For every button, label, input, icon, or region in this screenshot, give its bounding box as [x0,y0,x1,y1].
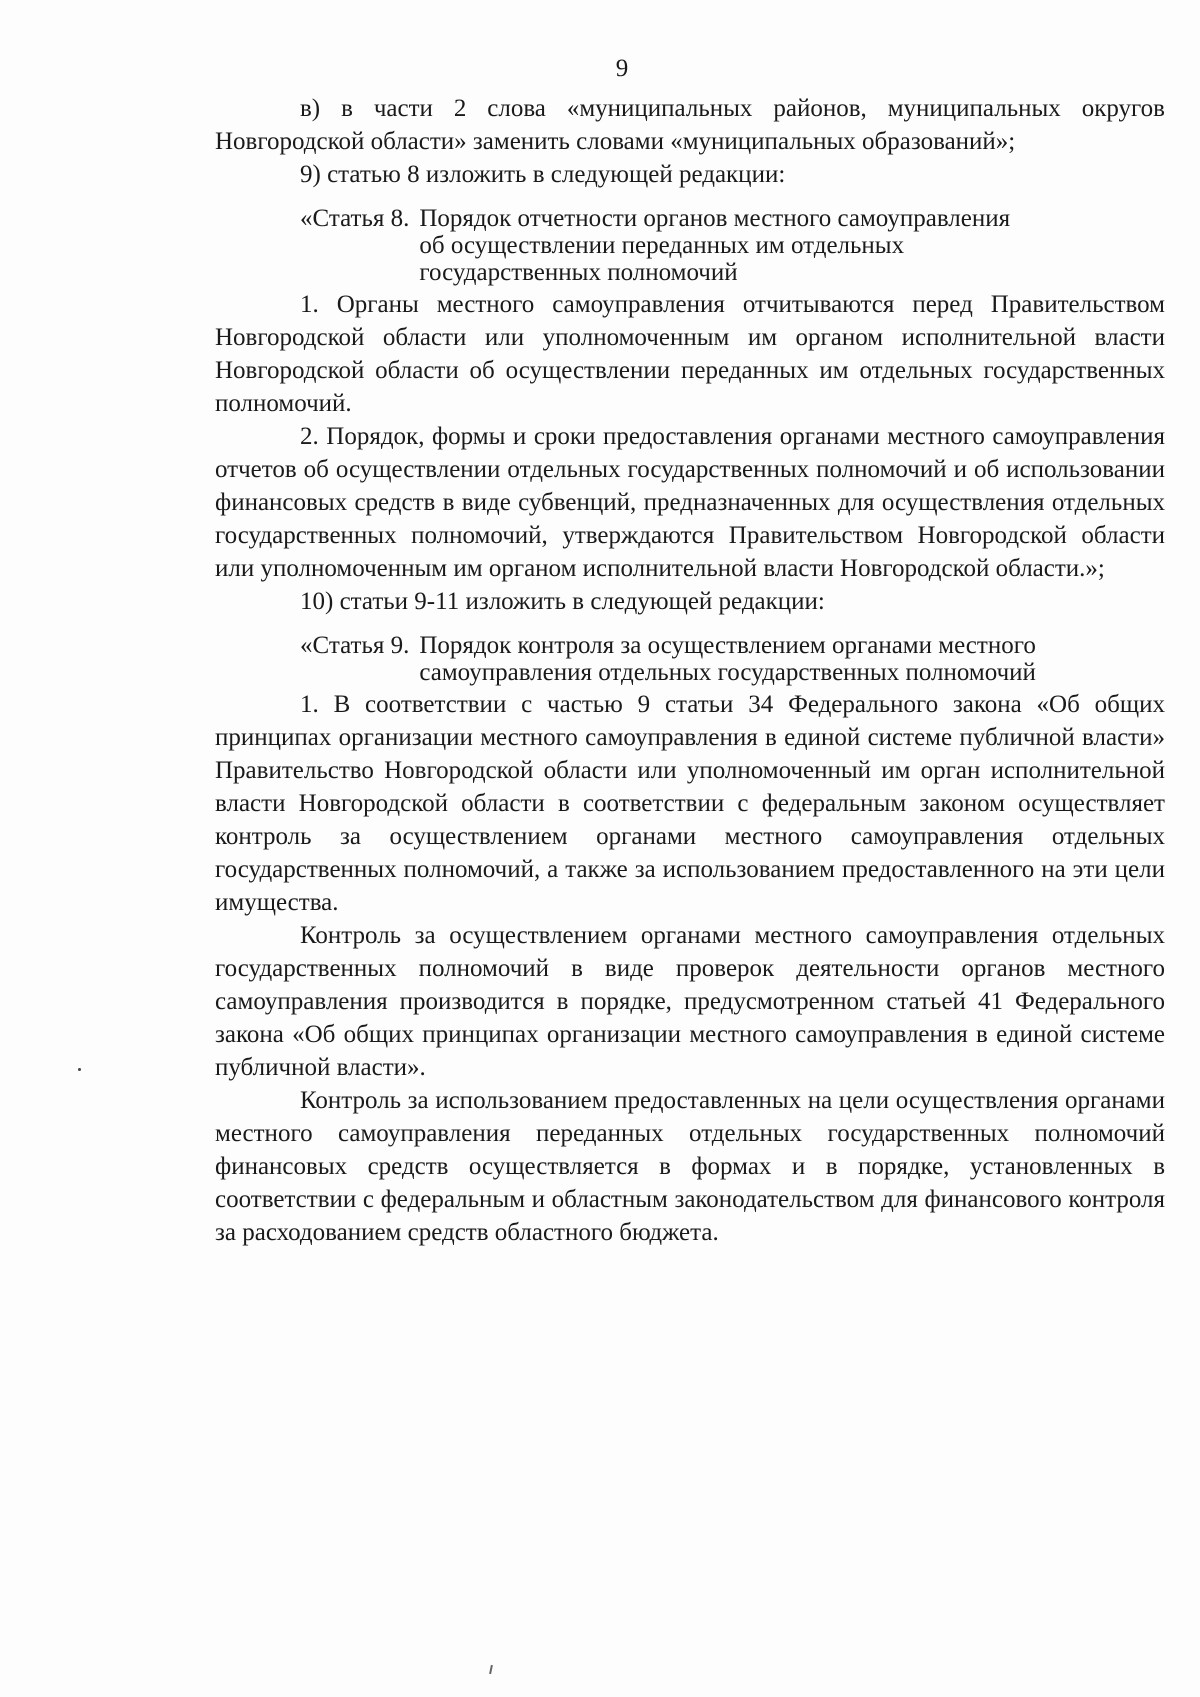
page-number: 9 [615,55,629,82]
article-9-heading [215,632,1165,686]
article-8-heading [215,205,1165,286]
article-9-part-1: 1. В соответствии с частью 9 статьи 34 Федерального закона «Об общих принципах организации местного самоуправления в единой системе публичной власти» Правительство Новгородской области или уполномоченный им орган исполнительной власти Новгородской области в соответствии с федеральным законом осуществляет контроль за осуществлением органами местного самоуправления отдельных государственных полномочий, а также за использованием предоставленного на эти цели имущества. [215,691,1165,916]
article-9-title-line: самоуправления отдельных государственных полномочий [419,659,1036,686]
article-8-part-1: 1. Органы местного самоуправления отчитываются перед Правительством Новгородской области или уполномоченным им органом исполнительной власти Новгородской области об осуществлении переданных им отдельных государственных полномочий. [215,291,1165,417]
article-8-number: «Статья 8. [300,205,410,232]
article-9-number: «Статья 9. [300,632,410,659]
amendment-item-10: 10) статьи 9-11 изложить в следующей редакции: [300,588,825,615]
document-body [215,92,1165,1249]
article-9-paragraph-2: Контроль за осуществлением органами местного самоуправления отдельных государственных полномочий в виде проверок деятельности органов местного самоуправления производится в порядке, предусмотренном статьей 41 Федерального закона «Об общих принципах организации местного самоуправления в единой системе публичной власти». [215,922,1165,1081]
article-9-paragraph-3: Контроль за использованием предоставленных на цели осуществления органами местного самоуправления переданных отдельных государственных полномочий финансовых средств осуществляется в формах и в порядке, установленных в соответствии с федеральным и областным законодательством для финансового контроля за расходованием средств областного бюджета. [215,1087,1165,1246]
amendment-item-v: в) в части 2 слова «муниципальных районов, муниципальных округов Новгородской области» заменить словами «муниципальных образований»; [215,95,1165,155]
article-8-title-line: государственных полномочий [419,259,738,286]
article-8-title-line: Порядок отчетности органов местного самоуправления [419,205,1011,232]
article-8-title-line: об осуществлении переданных им отдельных [419,232,905,259]
scan-speck [78,1068,81,1071]
scan-speck [489,1665,493,1674]
article-9-title [409,632,1165,686]
article-8-title [409,205,1165,286]
article-9-title-line: Порядок контроля за осуществлением органами местного [419,632,1036,659]
article-8-part-2: 2. Порядок, формы и сроки предоставления органами местного самоуправления отчетов об осуществлении отдельных государственных полномочий и об использовании финансовых средств в виде субвенций, предназначенных для осуществления отдельных государственных полномочий, утверждаются Правительством Новгородской области или уполномоченным им органом исполнительной власти Новгородской области.»; [215,423,1165,582]
amendment-item-9: 9) статью 8 изложить в следующей редакции: [300,161,786,188]
